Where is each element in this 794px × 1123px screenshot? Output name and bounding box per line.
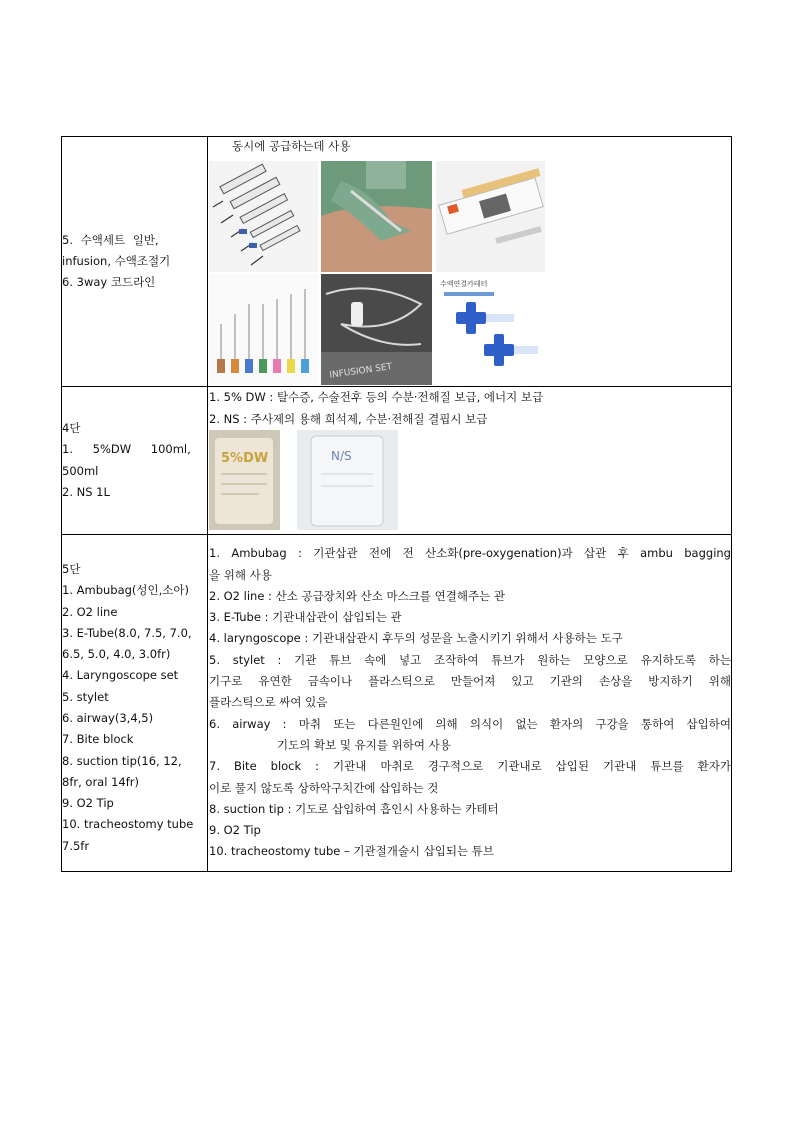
row-label-line: 5단 bbox=[62, 561, 81, 576]
row-label-line: 5. 수액세트 일반, bbox=[62, 232, 159, 247]
row-description-line: 을 위해 사용 bbox=[209, 567, 272, 582]
row-label-line: 3. E-Tube(8.0, 7.5, 7.0, bbox=[62, 625, 192, 640]
row-description-line: 4. laryngoscope : 기관내삽관시 후두의 성문을 노출시키기 위해서 사용하는 도구 bbox=[209, 631, 623, 646]
row-description-line: 3. E-Tube : 기관내삽관이 삽입되는 관 bbox=[209, 610, 402, 625]
ns-bag-photo bbox=[297, 430, 398, 530]
row-description-line: 5. stylet : 기관 튜브 속에 넣고 조작하여 튜브가 원하는 모양으로 유지하도록 하는 bbox=[209, 652, 731, 667]
row-description-line: 6. airway : 마취 또는 다른원인에 의해 의식이 없는 환자의 구강을 통하여 삽입하여 bbox=[209, 716, 731, 731]
3way-connector-photo bbox=[436, 274, 545, 385]
iv-insertion-photo bbox=[321, 161, 432, 272]
row-label-line: 4. Laryngoscope set bbox=[62, 668, 179, 683]
row-description-line: 1. 5% DW : 탈수증, 수술전후 등의 수분·전해질 보급, 에너지 보급 bbox=[209, 390, 544, 405]
row-label-line: 6. 3way 코드라인 bbox=[62, 275, 156, 290]
row-label-line: 4단 bbox=[62, 420, 81, 435]
5dw-bag-photo bbox=[209, 430, 280, 530]
table-row bbox=[62, 535, 732, 872]
table-row bbox=[62, 387, 732, 535]
connector-label: 수액연결카테터 bbox=[440, 280, 488, 288]
photo-gallery bbox=[208, 430, 731, 534]
5dw-bag-label: 5%DW bbox=[221, 450, 269, 466]
row-label-cell bbox=[62, 137, 208, 387]
row-label-line: 5. stylet bbox=[62, 689, 109, 704]
infusion-set-label: INFUSION SET bbox=[328, 362, 393, 381]
iv-catheter-package-photo bbox=[436, 161, 545, 272]
row-description-line: 2. NS : 주사제의 용해 희석제, 수분·전해질 결핍시 보급 bbox=[209, 411, 488, 426]
row-label-line: 1. Ambubag(성인,소아) bbox=[62, 583, 189, 598]
row-label-line: 10. tracheostomy tube bbox=[62, 817, 194, 832]
row-label-line: 8fr, oral 14fr) bbox=[62, 774, 139, 789]
supply-table bbox=[61, 136, 732, 872]
row-content-cell bbox=[208, 387, 732, 535]
syringes-photo bbox=[209, 161, 318, 272]
row-label-line: 9. O2 Tip bbox=[62, 796, 114, 811]
row-label-line: 500ml bbox=[62, 463, 99, 478]
table-row bbox=[62, 137, 732, 387]
row-label-line: 1. 5%DW 100ml, bbox=[62, 442, 191, 457]
row-content-cell bbox=[208, 535, 732, 872]
row-description-line: 2. O2 line : 산소 공급장치와 산소 마스크를 연결해주는 관 bbox=[209, 588, 505, 603]
photo-gallery bbox=[208, 158, 731, 386]
needles-photo bbox=[209, 274, 318, 385]
row-label-line: infusion, 수액조절기 bbox=[62, 253, 171, 268]
row-description-line: 기도의 확보 및 유지를 위하여 사용 bbox=[277, 737, 451, 752]
row-description-line: 이로 물지 않도록 상하악구치간에 삽입하는 것 bbox=[209, 780, 439, 795]
row-label-line: 7.5fr bbox=[62, 838, 90, 853]
row-description-line: 1. Ambubag : 기관삽관 전에 전 산소화(pre-oxygenation)과 삽관 후 ambu bagging bbox=[209, 546, 731, 561]
row-label-line: 7. Bite block bbox=[62, 732, 134, 747]
row-description-line: 10. tracheostomy tube – 기관절개술시 삽입되는 튜브 bbox=[209, 844, 495, 859]
ns-bag-label: N/S bbox=[331, 448, 352, 463]
row-label-line: 8. suction tip(16, 12, bbox=[62, 753, 182, 768]
row-description-line: 9. O2 Tip bbox=[209, 823, 261, 838]
row-label-line: 2. NS 1L bbox=[62, 484, 110, 499]
row-description-line: 7. Bite block : 기관내 마취로 경구적으로 기관내로 삽입된 기관내 튜브를 환자가 bbox=[209, 759, 731, 774]
row-description-line: 기구로 유연한 금속이나 플라스틱으로 만들어져 있고 기관의 손상을 방지하기 위해 bbox=[209, 674, 731, 689]
row-label-line: 2. O2 line bbox=[62, 604, 118, 619]
row-label-line: 6. airway(3,4,5) bbox=[62, 711, 154, 725]
row-label-cell bbox=[62, 535, 208, 872]
row-content-cell bbox=[208, 137, 732, 387]
row-label-cell bbox=[62, 387, 208, 535]
row-description-line: 8. suction tip : 기도로 삽입하여 흡인시 사용하는 카테터 bbox=[209, 801, 499, 816]
row-description-line: 플라스틱으로 싸여 있음 bbox=[209, 695, 328, 710]
row-label-line: 6.5, 5.0, 4.0, 3.0fr) bbox=[62, 647, 171, 662]
infusion-set-photo bbox=[321, 274, 432, 385]
row-description: 동시에 공급하는데 사용 bbox=[232, 139, 351, 153]
